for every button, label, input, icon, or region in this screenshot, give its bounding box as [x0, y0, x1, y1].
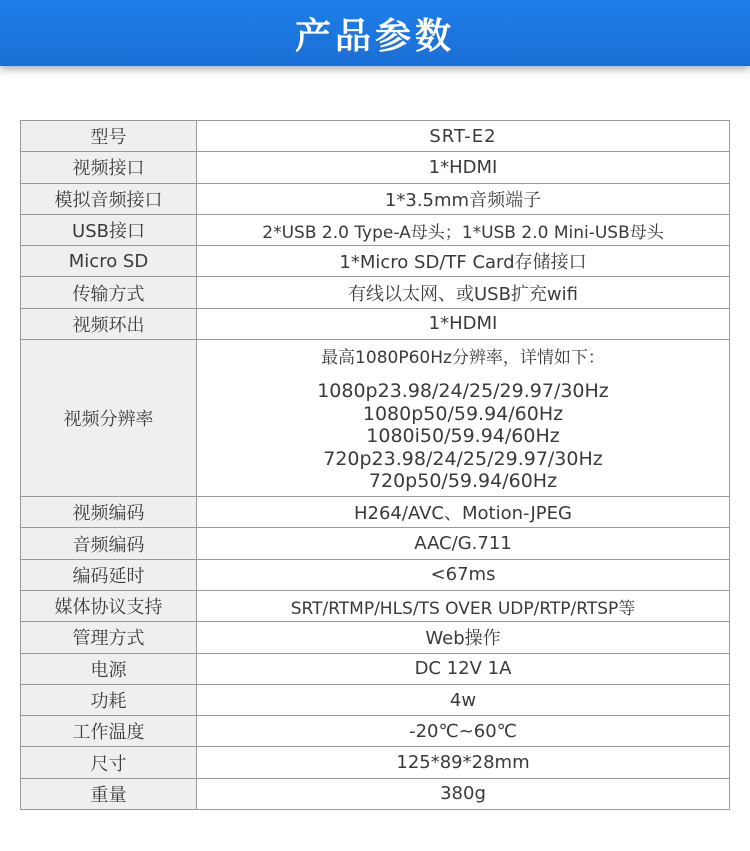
spec-table [20, 120, 730, 810]
spec-key: 传输方式 [21, 277, 197, 308]
resolution-line: 1080p50/59.94/60Hz [362, 402, 564, 425]
spec-value: 1*HDMI [197, 152, 730, 183]
spec-value: 1*HDMI [197, 308, 730, 339]
spec-key: 型号 [21, 121, 197, 152]
table-row [21, 214, 730, 245]
table-row [21, 121, 730, 152]
spec-key: 模拟音频接口 [21, 183, 197, 214]
table-row [21, 622, 730, 653]
spec-value: 1*Micro SD/TF Card存储接口 [197, 246, 730, 277]
table-row [21, 528, 730, 559]
table-row [21, 246, 730, 277]
spec-value: DC 12V 1A [197, 653, 730, 684]
spec-key: 媒体协议支持 [21, 590, 197, 621]
page-title: 产品参数 [294, 15, 455, 57]
table-row [21, 778, 730, 809]
spec-value: Web操作 [197, 622, 730, 653]
resolution-cell [197, 340, 730, 497]
spec-key: 编码延时 [21, 559, 197, 590]
table-row [21, 653, 730, 684]
title-banner [0, 0, 750, 66]
resolution-heading: 最高1080P60Hz分辨率，详情如下： [321, 348, 605, 369]
spec-value: 4w [197, 684, 730, 715]
table-row [21, 497, 730, 528]
spec-value: H264/AVC、Motion-JPEG [197, 497, 730, 528]
table-row [21, 152, 730, 183]
spec-key: 电源 [21, 653, 197, 684]
spec-value: SRT-E2 [197, 121, 730, 152]
table-row [21, 183, 730, 214]
table-row [21, 559, 730, 590]
spec-key: 功耗 [21, 684, 197, 715]
table-row [21, 747, 730, 778]
spec-key: 工作温度 [21, 716, 197, 747]
spec-value: 380g [197, 778, 730, 809]
table-row [21, 684, 730, 715]
spec-value: 125*89*28mm [197, 747, 730, 778]
spec-value: 1*3.5mm音频端子 [197, 183, 730, 214]
spec-key: 视频接口 [21, 152, 197, 183]
spec-key: 视频环出 [21, 308, 197, 339]
spec-value: 2*USB 2.0 Type-A母头；1*USB 2.0 Mini-USB母头 [197, 214, 730, 245]
spec-value: SRT/RTMP/HLS/TS OVER UDP/RTP/RTSP等 [197, 590, 730, 621]
spec-value: <67ms [197, 559, 730, 590]
table-row [21, 340, 730, 497]
spec-value: 有线以太网、或USB扩充wifi [197, 277, 730, 308]
spec-key: Micro SD [21, 246, 197, 277]
spec-key: 尺寸 [21, 747, 197, 778]
resolution-line: 1080i50/59.94/60Hz [366, 425, 560, 448]
resolution-line: 1080p23.98/24/25/29.97/30Hz [317, 380, 609, 403]
table-row [21, 590, 730, 621]
spec-key: USB接口 [21, 214, 197, 245]
spec-key: 视频分辨率 [21, 340, 197, 497]
spec-key: 管理方式 [21, 622, 197, 653]
spec-value: AAC/G.711 [197, 528, 730, 559]
table-row [21, 308, 730, 339]
table-row [21, 716, 730, 747]
spec-value: -20℃~60℃ [197, 716, 730, 747]
resolution-line: 720p50/59.94/60Hz [368, 470, 558, 493]
table-row [21, 277, 730, 308]
spec-key: 视频编码 [21, 497, 197, 528]
spec-key: 音频编码 [21, 528, 197, 559]
resolution-line: 720p23.98/24/25/29.97/30Hz [323, 447, 603, 470]
spec-key: 重量 [21, 778, 197, 809]
